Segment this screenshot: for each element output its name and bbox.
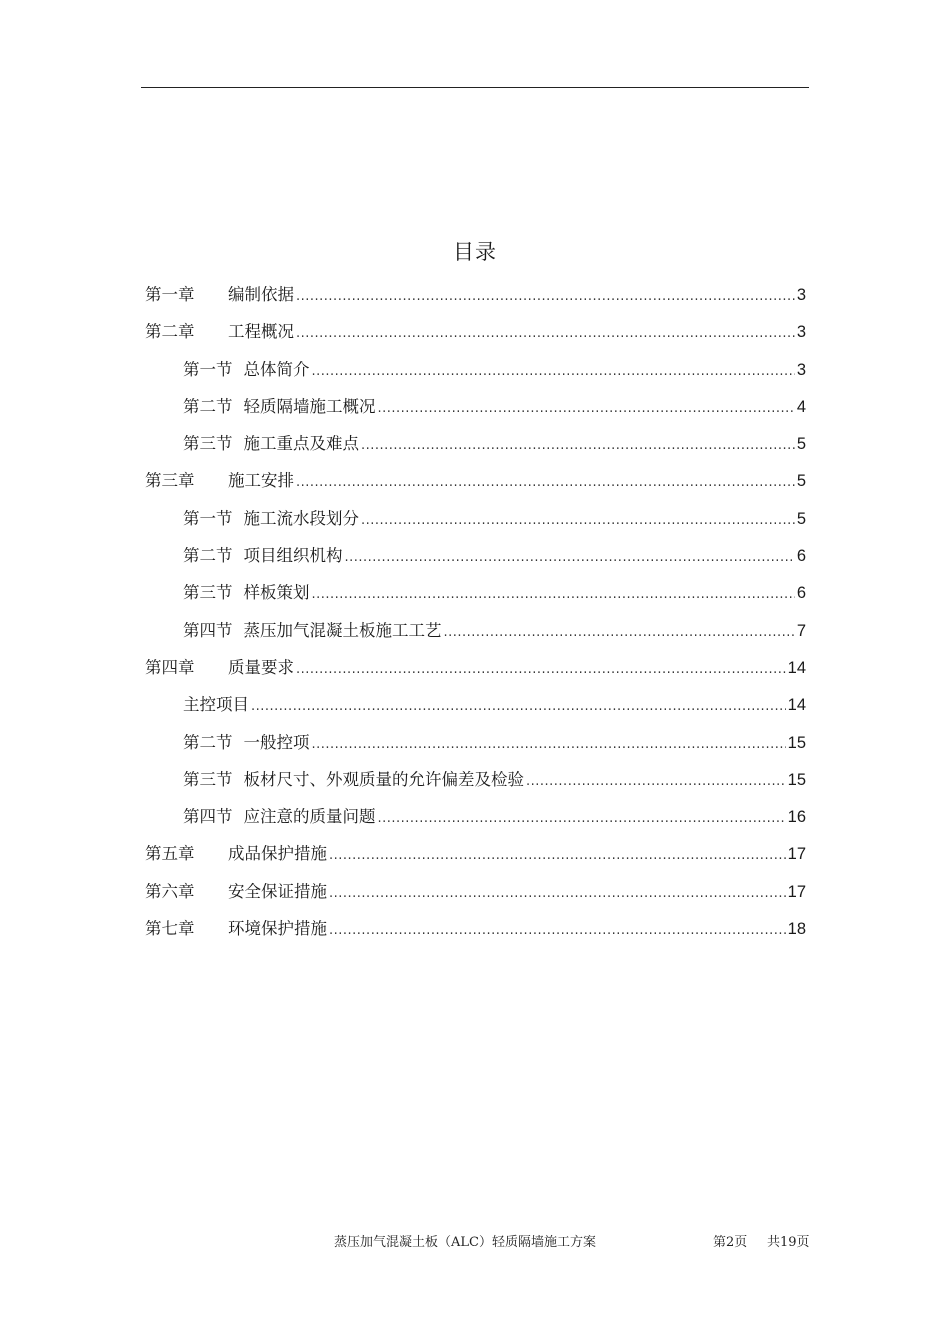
toc-entry-title: 施工流水段划分	[243, 508, 359, 528]
toc-entry-title: 施工重点及难点	[243, 434, 359, 454]
toc-entry-page: 5	[796, 509, 806, 528]
toc-entry-number: 第三章	[145, 471, 195, 491]
toc-entry-page: 3	[796, 360, 806, 379]
toc-entry-page: 5	[796, 435, 806, 454]
toc-section-entry[interactable]	[145, 765, 806, 802]
toc-dot-leader	[329, 841, 786, 871]
toc-section-entry[interactable]	[145, 392, 806, 429]
toc-dot-leader	[251, 692, 786, 722]
footer-page-number: 第2页	[713, 1235, 748, 1250]
toc-entry-page: 15	[787, 770, 806, 789]
toc-entry-title: 轻质隔墙施工概况	[243, 396, 376, 416]
toc-entry-page: 18	[787, 920, 806, 939]
toc-chapter-entry[interactable]	[145, 280, 806, 317]
toc-dot-leader	[312, 580, 795, 610]
toc-chapter-entry[interactable]	[145, 877, 806, 914]
toc-dot-leader	[329, 916, 786, 946]
toc-section-entry[interactable]	[145, 504, 806, 541]
toc-entry-page: 17	[787, 845, 806, 864]
toc-dot-leader	[296, 655, 786, 685]
toc-entry-title: 一般控项	[243, 732, 310, 752]
toc-entry-number: 第四节	[183, 620, 233, 640]
footer-doc-title: 蒸压加气混凝土板（ALC）轻质隔墙施工方案	[334, 1235, 596, 1250]
toc-dot-leader	[329, 879, 786, 909]
toc-section-entry[interactable]	[145, 728, 806, 765]
toc-section-entry[interactable]	[145, 616, 806, 653]
toc-entry-title: 成品保护措施	[228, 844, 327, 864]
toc-entry-page: 17	[787, 882, 806, 901]
toc-dot-leader	[444, 618, 795, 648]
toc-entry-page: 3	[796, 323, 806, 342]
toc-entry-number: 第二节	[183, 546, 233, 566]
toc-dot-leader	[526, 767, 786, 797]
toc-entry-number: 第三节	[183, 769, 233, 789]
toc-entry-page: 7	[796, 621, 806, 640]
toc-entry-title: 安全保证措施	[228, 881, 327, 901]
toc-entry-page: 5	[796, 472, 806, 491]
toc-section-entry[interactable]	[145, 355, 806, 392]
toc-entry-page: 14	[787, 696, 806, 715]
toc-entry-title: 工程概况	[228, 322, 294, 342]
toc-entry-title: 总体简介	[243, 359, 310, 379]
toc-entry-page: 14	[787, 658, 806, 677]
toc-title: 目录	[453, 240, 497, 264]
toc-entry-title: 编制依据	[228, 285, 294, 304]
toc-dot-leader	[378, 394, 795, 424]
toc-chapter-entry[interactable]	[145, 914, 806, 951]
toc-entry-number: 第一节	[183, 359, 233, 379]
toc-entry-number: 第二节	[183, 396, 233, 416]
toc-entry-number: 第一章	[145, 285, 195, 304]
footer-total-pages: 共19页	[767, 1235, 810, 1250]
toc-dot-leader	[312, 357, 795, 387]
toc-dot-leader	[361, 431, 795, 461]
toc-entry-page: 4	[796, 397, 806, 416]
toc-entry-title: 板材尺寸、外观质量的允许偏差及检验	[243, 769, 524, 789]
toc-entry-number: 第二章	[145, 322, 195, 342]
toc-entry-title: 环境保护措施	[228, 919, 327, 939]
toc-entry-title: 质量要求	[228, 657, 294, 677]
toc-dot-leader	[296, 319, 795, 349]
toc-entry-title: 施工安排	[228, 471, 294, 491]
toc-section-entry[interactable]	[145, 802, 806, 839]
toc-entry-number: 第五章	[145, 844, 195, 864]
toc-dot-leader	[296, 468, 795, 498]
toc-dot-leader	[296, 282, 795, 312]
toc-entry-page: 3	[796, 286, 806, 304]
toc-entry-title: 样板策划	[243, 583, 310, 603]
toc-dot-leader	[361, 506, 795, 536]
toc-entry-page: 15	[787, 733, 806, 752]
toc-entry-title: 应注意的质量问题	[243, 807, 376, 827]
toc-section-entry[interactable]	[145, 690, 806, 727]
toc-entry-number: 第四节	[183, 807, 233, 827]
toc-entry-number: 第一节	[183, 508, 233, 528]
toc-entry-page: 6	[796, 547, 806, 566]
toc-entry-title: 蒸压加气混凝土板施工工艺	[243, 620, 442, 640]
toc-entry-number: 第三节	[183, 434, 233, 454]
toc-section-entry[interactable]	[145, 578, 806, 615]
toc-section-entry[interactable]	[145, 429, 806, 466]
toc-dot-leader	[378, 804, 786, 834]
toc-entry-title: 项目组织机构	[243, 546, 343, 566]
toc-entry-number: 第七章	[145, 919, 195, 939]
toc-entry-number: 第四章	[145, 657, 195, 677]
toc-section-entry[interactable]	[145, 541, 806, 578]
toc-entry-number: 第二节	[183, 732, 233, 752]
toc-entry-page: 16	[787, 808, 806, 827]
header-rule	[141, 87, 809, 88]
toc-chapter-entry[interactable]	[145, 839, 806, 876]
toc-chapter-entry[interactable]	[145, 653, 806, 690]
toc-dot-leader	[312, 730, 786, 760]
toc-chapter-entry[interactable]	[145, 317, 806, 354]
toc-entry-page: 6	[796, 584, 806, 603]
toc-entry-number: 第六章	[145, 881, 195, 901]
toc-chapter-entry[interactable]	[145, 466, 806, 503]
toc-entry-number: 第三节	[183, 583, 233, 603]
toc-entry-title: 主控项目	[183, 695, 249, 715]
toc-dot-leader	[345, 543, 795, 573]
table-of-contents	[145, 280, 806, 951]
